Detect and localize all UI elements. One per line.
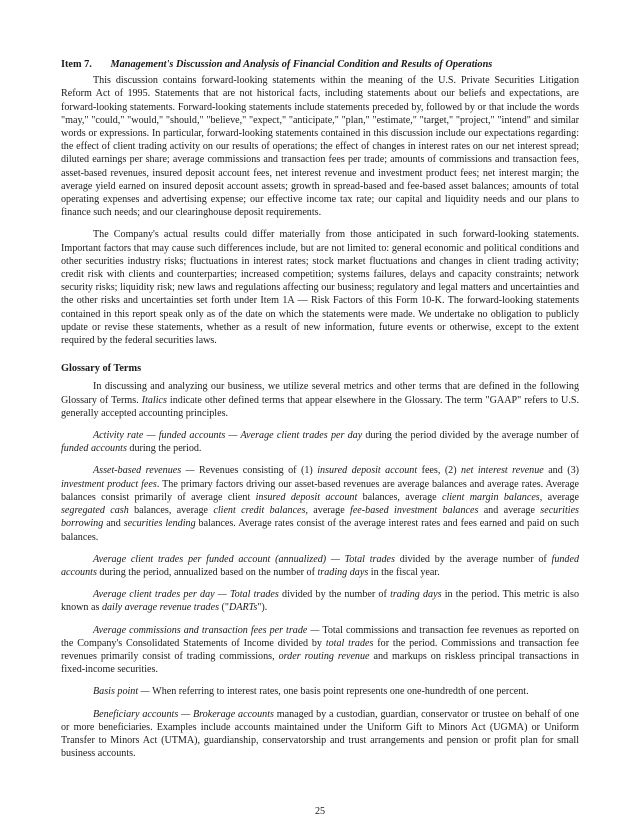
- glossary-intro-paragraph: [61, 380, 579, 420]
- term-name: Basis point —: [93, 686, 153, 698]
- italic-run: Italics: [141, 394, 167, 406]
- text-run: during the period divided by the average number of: [362, 430, 579, 442]
- italic-run: trading days: [390, 589, 442, 601]
- text-run: Total commissions and transaction fee revenues as reported on the Company's Consolidated Statements of Income divided by: [61, 624, 579, 649]
- term-name: Asset-based revenues —: [93, 465, 200, 477]
- text-run: balances, average: [128, 505, 214, 517]
- glossary-term: [61, 708, 579, 761]
- term-name: Average commissions and transaction fees per trade —: [93, 624, 323, 636]
- glossary-term-list: [61, 429, 579, 760]
- document-page: [61, 58, 579, 769]
- text-run: indicate other defined terms that appear elsewhere in the Glossary. The term "GAAP" refers to U.S. generally accepted accounting principles.: [61, 394, 579, 419]
- item-heading: [61, 58, 579, 71]
- term-definition: [152, 686, 528, 697]
- italic-run: segregated cash: [61, 505, 129, 517]
- italic-run: insured deposit account: [255, 491, 358, 503]
- text-run: for the period. Commissions and transaction fee revenues primarily consist of trading commissions,: [61, 637, 579, 662]
- italic-run: fee-based investment balances: [350, 505, 479, 517]
- glossary-term: [61, 464, 579, 543]
- text-run: , average: [305, 505, 351, 517]
- term-name: Beneficiary accounts — Brokerage accounts: [93, 708, 274, 720]
- glossary-term: [61, 624, 579, 677]
- intro-paragraph: The Company's actual results could differ materially from those anticipated in such forward-looking statements. Important factors that may cause such differences include, but are not limited to: general economic and political conditions and other securities industry risks; fluctuations in interest rates; stock market fluctuations and changes in client trading activity; credit risk with clients and counterparties; increased competition; systems failures, delays and capacity constraints; network security risks; liquidity risk; new laws and regulations affecting our business; regulatory and legal matters and uncertainties and the other risks and uncertainties set forth under Item 1A — Risk Factors of this Form 10-K. The forward-looking statements contained in this report speak only as of the date on which the statements were made. We undertake no obligation to publicly update or revise these statements, whether as a result of new information, future events or otherwise, except to the extent required by the federal securities laws.: [61, 229, 579, 347]
- italic-run: Total trades: [344, 553, 395, 565]
- italic-run: net interest revenue: [461, 465, 544, 477]
- text-run: divided by the number of: [278, 589, 391, 601]
- term-name: Average client trades per funded account (annualized) —: [93, 553, 345, 565]
- glossary-term: [61, 553, 579, 579]
- italic-run: funded accounts: [61, 553, 579, 578]
- italic-run: client margin balances: [441, 491, 540, 503]
- italic-run: Total trades: [230, 589, 279, 601]
- item-number: Item 7.: [61, 59, 92, 70]
- glossary-term: [61, 685, 579, 698]
- text-run: (": [219, 602, 230, 614]
- italic-run: investment product fees: [61, 478, 157, 490]
- italic-run: insured deposit account: [317, 465, 418, 477]
- text-run: fees, (2): [417, 465, 462, 477]
- glossary-term: [61, 429, 579, 455]
- text-run: . The primary factors driving our asset-based revenues are average balances and average rates. Average balances consist primarily of average client: [61, 478, 579, 503]
- text-run: in the period. This metric is also known as: [61, 589, 579, 614]
- italic-run: Average client trades per day: [240, 430, 363, 442]
- page-number: 25: [314, 806, 326, 817]
- italic-run: funded accounts: [61, 443, 127, 455]
- term-name: Activity rate — funded accounts —: [93, 430, 241, 442]
- item-title: Management's Discussion and Analysis of Financial Condition and Results of Operations: [110, 59, 493, 70]
- text-run: in the fiscal year.: [368, 566, 440, 578]
- text-run: during the period.: [126, 443, 202, 455]
- text-run: and (3): [543, 465, 579, 477]
- italic-run: DARTs: [229, 602, 258, 614]
- text-run: managed by a custodian, guardian, conservator or trustee on behalf of one or more beneficiaries. Examples include accounts maintained under the Uniform Gift to Minors Act (UGMA) or Uniform Transfer to Minors Act (UTMA), guardianship, conservatorship and trust arrangements and pension or profit plan for small business accounts.: [61, 708, 580, 760]
- italic-run: trading days: [317, 566, 369, 578]
- term-definition: [61, 465, 579, 542]
- italic-run: client credit balances: [213, 505, 306, 517]
- italic-run: securities borrowing: [61, 505, 579, 530]
- text-run: and average: [478, 505, 541, 517]
- text-run: When referring to interest rates, one basis point represents one one-hundredth of one percent.: [152, 686, 529, 698]
- italic-run: order routing revenue: [278, 650, 370, 662]
- text-run: ").: [257, 602, 268, 614]
- text-run: , average: [539, 491, 579, 503]
- glossary-term: [61, 588, 579, 614]
- text-run: In discussing and analyzing our business, we utilize several metrics and other terms that are defined in the following Glossary of Terms.: [61, 381, 579, 406]
- text-run: balances, average: [357, 491, 442, 503]
- text-run: during the period, annualized based on the number of: [96, 566, 318, 578]
- italic-run: daily average revenue trades: [101, 602, 220, 614]
- text-run: and: [103, 518, 124, 530]
- italic-run: securities lending: [123, 518, 196, 530]
- text-run: divided by the average number of: [394, 553, 552, 565]
- term-name: Average client trades per day —: [93, 589, 230, 601]
- intro-paragraph: This discussion contains forward-looking statements within the meaning of the U.S. Private Securities Litigation Reform Act of 1995. Statements that are not historical facts, including statements about our beliefs and expectations, are forward-looking statements. Forward-looking statements include statements preceded by, followed by or that include the words "may," "could," "would," "should," "believe," "expect," "anticipate," "plan," "estimate," "target," "project," "intend" and similar words or expressions. In particular, forward-looking statements contained in this discussion include our expectations regarding: the effect of client trading activity on our results of operations; the effect of changes in interest rates on our net interest spread; diluted earnings per share; average commissions and transaction fees per trade; amounts of commissions and transaction fees, asset-based revenues, insured deposit account fees, net interest revenue and investment product fees; net interest margin; the average yield earned on insured deposit account assets; growth in spread-based and fee-based asset balances; amounts of total operating expenses and advertising expense; our effective income tax rate; our capital and liquidity needs and our plans to finance such needs; and our clearinghouse deposit requirements.: [61, 75, 579, 219]
- text-run: and markups on riskless principal transactions in fixed-income securities.: [61, 650, 579, 676]
- text-run: Revenues consisting of (1): [199, 465, 318, 477]
- italic-run: total trades: [325, 637, 374, 649]
- glossary-heading: Glossary of Terms: [61, 363, 142, 375]
- text-run: balances. Average rates consist of the average interest rates and fees earned and paid on such balances.: [61, 518, 580, 543]
